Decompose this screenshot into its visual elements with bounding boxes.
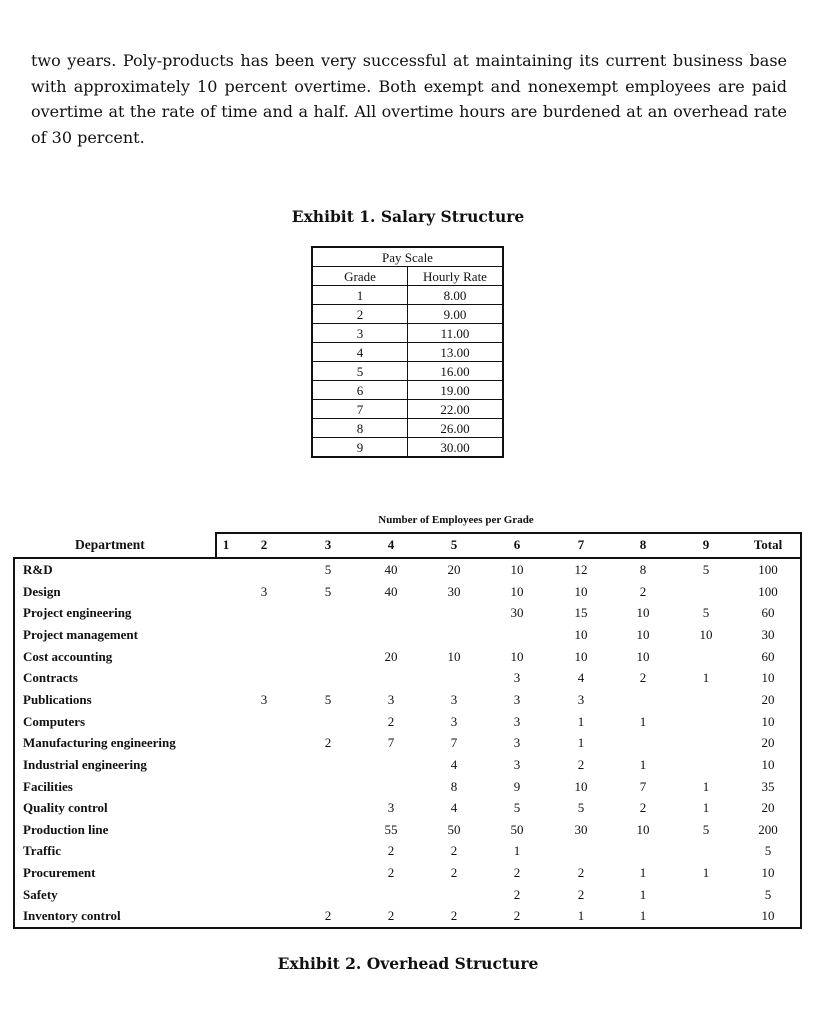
count-cell: 2	[450, 865, 458, 881]
count-cell: 3	[450, 713, 458, 729]
total-cell: 10	[761, 865, 775, 881]
count-cell: 3	[260, 691, 268, 707]
count-cell: 2	[324, 908, 332, 924]
count-cell: 2	[513, 908, 521, 924]
hourly-rate-cell: 9.00	[408, 305, 504, 324]
count-cell: 1	[639, 908, 647, 924]
count-cell: 5	[702, 605, 710, 621]
count-cell: 5	[577, 800, 585, 816]
count-cell: 1	[639, 756, 647, 772]
count-cell: 20	[447, 562, 461, 577]
count-cell: 2	[450, 843, 458, 859]
count-cell: 3	[513, 756, 521, 772]
table-row	[13, 602, 802, 624]
hourly-rate-cell: 26.00	[408, 419, 504, 438]
count-cell: 10	[636, 626, 650, 642]
count-cell: 1	[639, 865, 647, 881]
table-row	[13, 776, 802, 798]
count-cell: 4	[450, 800, 458, 816]
department-name: Quality control	[23, 800, 108, 816]
count-cell: 2	[387, 908, 395, 924]
grade-column-header: Grade	[312, 267, 408, 286]
count-cell: 10	[447, 648, 461, 664]
count-cell: 4	[577, 670, 585, 686]
count-cell: 1	[702, 670, 710, 686]
count-cell: 2	[513, 865, 521, 881]
pay-scale-row	[312, 324, 503, 343]
grade-cell: 8	[312, 419, 408, 438]
exhibit-1-caption: Exhibit 1. Salary Structure	[291, 207, 525, 226]
count-cell: 3	[260, 583, 268, 599]
department-name: Facilities	[23, 778, 73, 794]
count-cell: 50	[510, 821, 524, 837]
total-cell: 10	[761, 756, 775, 772]
count-cell: 10	[636, 821, 650, 837]
count-cell: 30	[447, 583, 461, 599]
count-cell: 1	[577, 713, 585, 729]
count-cell: 5	[324, 583, 332, 599]
count-cell: 7	[387, 735, 395, 751]
count-cell: 30	[574, 821, 588, 837]
total-cell: 100	[758, 562, 778, 577]
employees-table-title: Number of Employees per Grade	[378, 514, 534, 526]
count-cell: 7	[639, 778, 647, 794]
pay-scale-row	[312, 400, 503, 419]
department-name: Contracts	[23, 670, 78, 686]
count-cell: 2	[639, 670, 647, 686]
count-cell: 1	[702, 778, 710, 794]
count-cell: 2	[577, 865, 585, 881]
department-name: Design	[23, 583, 61, 599]
pay-scale-table	[311, 246, 504, 458]
count-cell: 2	[513, 886, 521, 902]
pay-scale-row	[312, 438, 503, 458]
department-name: Project management	[23, 626, 138, 642]
grade-column-header: 2	[260, 537, 268, 552]
grade-cell: 4	[312, 343, 408, 362]
count-cell: 2	[450, 908, 458, 924]
table-row	[13, 754, 802, 776]
count-cell: 10	[574, 648, 588, 664]
count-cell: 10	[510, 648, 524, 664]
count-cell: 3	[450, 691, 458, 707]
count-cell: 8	[639, 562, 647, 577]
count-cell: 10	[636, 648, 650, 664]
grade-column-header: 1	[222, 537, 230, 552]
count-cell: 50	[447, 821, 461, 837]
count-cell: 9	[513, 778, 521, 794]
pay-scale-title: Pay Scale	[312, 247, 503, 267]
department-name: Manufacturing engineering	[23, 735, 176, 751]
hourly-rate-cell: 11.00	[408, 324, 504, 343]
total-cell: 10	[761, 908, 775, 924]
count-cell: 40	[384, 583, 398, 599]
count-cell: 2	[577, 886, 585, 902]
total-cell: 5	[764, 843, 772, 859]
count-cell: 3	[387, 691, 395, 707]
department-name: Inventory control	[23, 908, 121, 924]
count-cell: 2	[639, 583, 647, 599]
table-row	[13, 624, 802, 646]
pay-scale-row	[312, 419, 503, 438]
count-cell: 1	[702, 800, 710, 816]
hourly-rate-cell: 30.00	[408, 438, 504, 458]
table-row	[13, 840, 802, 862]
table-row	[13, 732, 802, 754]
count-cell: 8	[450, 778, 458, 794]
grade-cell: 9	[312, 438, 408, 458]
count-cell: 20	[384, 648, 398, 664]
count-cell: 3	[513, 713, 521, 729]
count-cell: 5	[513, 800, 521, 816]
count-cell: 1	[577, 908, 585, 924]
count-cell: 1	[702, 865, 710, 881]
grade-column-header: 6	[513, 537, 521, 552]
total-cell: 60	[761, 648, 775, 664]
table-row	[13, 884, 802, 906]
table-row	[13, 797, 802, 819]
total-cell: 200	[758, 821, 778, 837]
count-cell: 3	[387, 800, 395, 816]
count-cell: 4	[450, 756, 458, 772]
total-cell: 20	[761, 735, 775, 751]
table-row	[13, 646, 802, 668]
count-cell: 7	[450, 735, 458, 751]
count-cell: 10	[636, 605, 650, 621]
count-cell: 10	[510, 583, 524, 599]
grade-cell: 3	[312, 324, 408, 343]
total-cell: 100	[758, 583, 778, 599]
count-cell: 2	[324, 735, 332, 751]
count-cell: 12	[574, 562, 588, 577]
grade-column-header: 7	[577, 537, 585, 552]
count-cell: 3	[513, 691, 521, 707]
table-row	[13, 711, 802, 733]
department-name: R&D	[23, 562, 53, 577]
hourly-rate-cell: 13.00	[408, 343, 504, 362]
count-cell: 2	[387, 843, 395, 859]
count-cell: 3	[513, 670, 521, 686]
department-name: Traffic	[23, 843, 62, 859]
department-name: Production line	[23, 821, 109, 837]
count-cell: 15	[574, 605, 588, 621]
pay-scale-row	[312, 305, 503, 324]
grade-cell: 6	[312, 381, 408, 400]
hourly-rate-cell: 22.00	[408, 400, 504, 419]
total-cell: 60	[761, 605, 775, 621]
count-cell: 10	[574, 626, 588, 642]
count-cell: 3	[577, 691, 585, 707]
department-name: Computers	[23, 713, 86, 729]
count-cell: 2	[577, 756, 585, 772]
table-row	[13, 667, 802, 689]
hourly-rate-cell: 16.00	[408, 362, 504, 381]
grade-cell: 1	[312, 286, 408, 305]
total-cell: 30	[761, 626, 775, 642]
count-cell: 10	[510, 562, 524, 577]
total-cell: 10	[761, 670, 775, 686]
table-row	[13, 905, 802, 927]
count-cell: 1	[577, 735, 585, 751]
department-name: Procurement	[23, 865, 96, 881]
department-name: Cost accounting	[23, 648, 113, 664]
hourly-rate-cell: 19.00	[408, 381, 504, 400]
department-name: Industrial engineering	[23, 756, 147, 772]
grade-column-header: 8	[639, 537, 647, 552]
table-row	[13, 559, 802, 581]
department-name: Safety	[23, 886, 58, 902]
grade-cell: 5	[312, 362, 408, 381]
total-cell: 35	[761, 778, 775, 794]
total-cell: 20	[761, 691, 775, 707]
count-cell: 10	[574, 583, 588, 599]
grade-column-header: 4	[387, 537, 395, 552]
intro-paragraph: two years. Poly-products has been very successful at maintaining its current business base with approximately 10 percent overtime. Both exempt and nonexempt employees are paid overtime at the rate of time and a half. All overtime hours are burdened at an overhead rate of 30 percent.	[31, 51, 787, 147]
count-cell: 5	[324, 691, 332, 707]
count-cell: 5	[702, 562, 710, 577]
total-cell: 5	[764, 886, 772, 902]
pay-scale-row	[312, 286, 503, 305]
count-cell: 5	[324, 562, 332, 577]
count-cell: 40	[384, 562, 398, 577]
count-cell: 2	[387, 713, 395, 729]
pay-scale-row	[312, 362, 503, 381]
grade-column-header: 3	[324, 537, 332, 552]
employees-per-grade-table	[13, 532, 802, 927]
count-cell: 1	[639, 713, 647, 729]
count-cell: 2	[639, 800, 647, 816]
hourly-rate-column-header: Hourly Rate	[408, 267, 504, 286]
pay-scale-row	[312, 343, 503, 362]
count-cell: 10	[699, 626, 713, 642]
count-cell: 10	[574, 778, 588, 794]
pay-scale-row	[312, 381, 503, 400]
count-cell: 5	[702, 821, 710, 837]
exhibit-2-caption: Exhibit 2. Overhead Structure	[277, 954, 539, 973]
department-name: Project engineering	[23, 605, 132, 621]
table-row	[13, 689, 802, 711]
count-cell: 55	[384, 821, 398, 837]
grade-column-header: Total	[753, 537, 783, 552]
total-cell: 20	[761, 800, 775, 816]
grade-column-header: 9	[702, 537, 710, 552]
grade-cell: 2	[312, 305, 408, 324]
department-column-header: Department	[75, 537, 145, 552]
hourly-rate-cell: 8.00	[408, 286, 504, 305]
count-cell: 3	[513, 735, 521, 751]
count-cell: 30	[510, 605, 524, 621]
grade-column-header: 5	[450, 537, 458, 552]
table-row	[13, 862, 802, 884]
department-name: Publications	[23, 691, 92, 707]
count-cell: 1	[639, 886, 647, 902]
count-cell: 1	[513, 843, 521, 859]
grade-cell: 7	[312, 400, 408, 419]
table-row	[13, 581, 802, 603]
table-row	[13, 819, 802, 841]
count-cell: 2	[387, 865, 395, 881]
total-cell: 10	[761, 713, 775, 729]
